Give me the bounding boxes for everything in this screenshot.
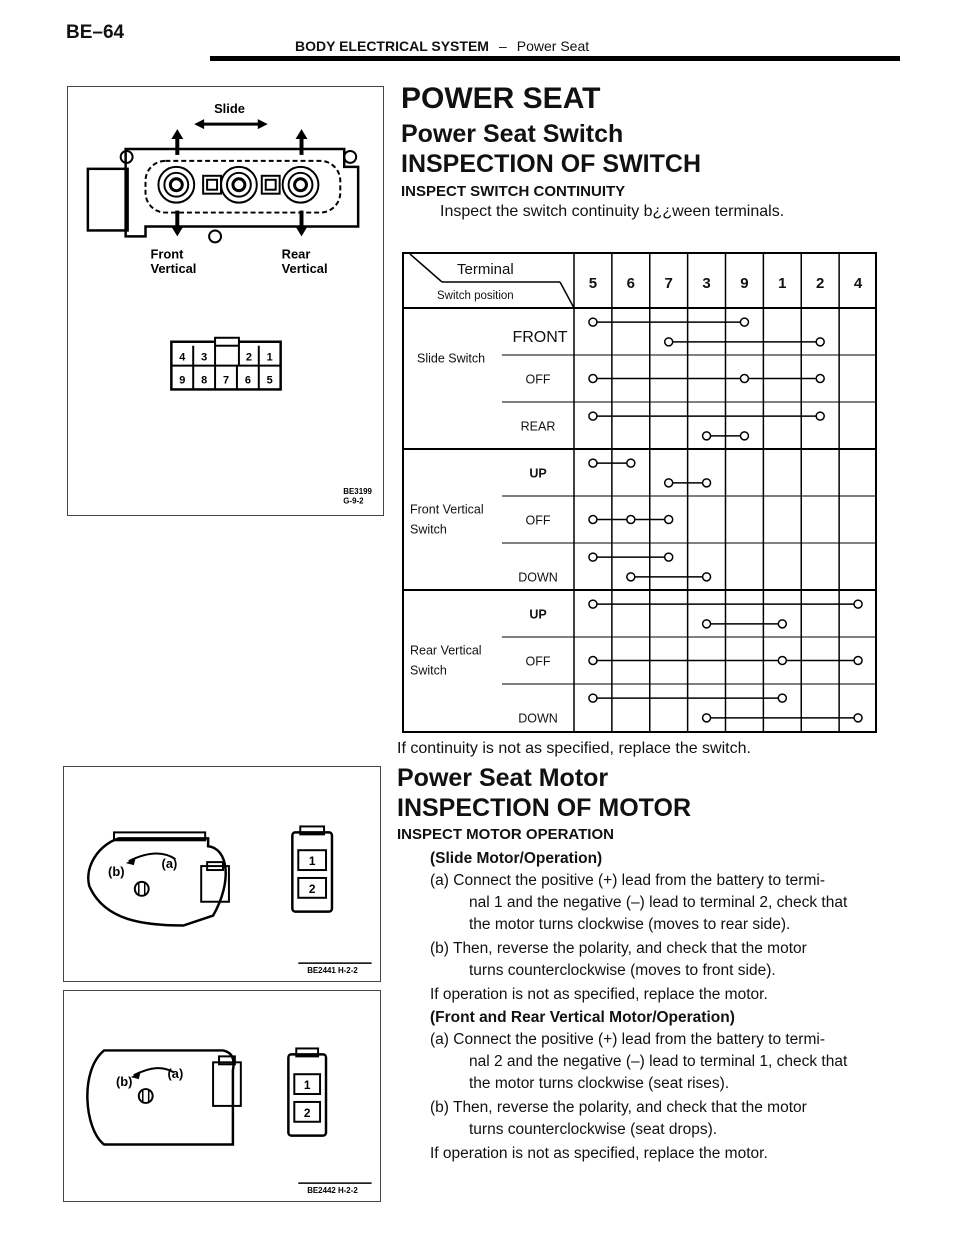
arrow-a-label: (a): [167, 1066, 184, 1082]
inspection-heading-motor: INSPECTION OF MOTOR: [397, 794, 691, 822]
terminal-2-label: 2: [308, 881, 316, 896]
continuity-node-7: [665, 516, 673, 524]
switch-figure: [67, 86, 384, 516]
position-label-rear: REAR: [520, 419, 556, 434]
continuity-node-7: [665, 479, 673, 487]
terminal-1-label: 1: [308, 854, 316, 869]
slide-step-a-line3: the motor turns clockwise (moves to rear side).: [469, 916, 791, 933]
step-heading-motor: INSPECT MOTOR OPERATION: [397, 826, 614, 843]
vertical-step-a-line3: the motor turns clockwise (seat rises).: [469, 1075, 730, 1092]
figure-code-1: BE3199: [343, 486, 372, 496]
slide-arrow-right: [258, 119, 268, 129]
slide-motor-figure: [63, 766, 381, 982]
position-label-off: OFF: [525, 372, 551, 387]
continuity-table: [402, 252, 877, 733]
position-label-down: DOWN: [518, 570, 558, 585]
terminal-1-label: 1: [303, 1078, 311, 1093]
vertical-motor-illustration: [64, 991, 380, 1201]
slide-step-a-line2: nal 1 and the negative (–) lead to terminal 2, check that: [469, 894, 848, 911]
connector-diagram: [171, 338, 280, 390]
pin-2: 2: [245, 351, 252, 364]
continuity-node-3: [703, 432, 711, 440]
header-separator: –: [498, 38, 507, 54]
page-title: POWER SEAT: [401, 82, 601, 115]
section-title-motor: Power Seat Motor: [397, 764, 609, 792]
slide-replace-note: If operation is not as specified, replace the motor.: [430, 986, 768, 1003]
figure-code: BE2442 H-2-2: [307, 1186, 358, 1196]
rear-label-2: Vertical: [281, 261, 328, 277]
continuity-node-5: [589, 657, 597, 665]
group-label-line1: Front Vertical: [410, 502, 484, 517]
continuity-node-5: [589, 459, 597, 467]
slide-arrow-left: [194, 119, 204, 129]
continuity-node-5: [589, 318, 597, 326]
vertical-replace-note: If operation is not as specified, replace the motor.: [430, 1145, 768, 1162]
pin-5: 5: [266, 374, 273, 387]
terminal-header-4: 4: [853, 275, 863, 292]
position-label-off: OFF: [525, 513, 551, 528]
terminal-header-9: 9: [740, 275, 749, 292]
inspection-heading-switch: INSPECTION OF SWITCH: [401, 150, 701, 178]
continuity-node-2: [816, 412, 824, 420]
terminal-2-label: 2: [303, 1105, 311, 1120]
continuity-node-3: [703, 714, 711, 722]
group-label-line2: Switch: [410, 522, 447, 537]
header-section: BODY ELECTRICAL SYSTEM: [295, 38, 489, 54]
front-label-2: Vertical: [150, 261, 197, 277]
pin-3: 3: [201, 351, 208, 364]
position-label-off: OFF: [525, 654, 551, 669]
switch-position-label: Switch position: [437, 290, 514, 302]
slide-step-a-line1: (a) Connect the positive (+) lead from the battery to termi-: [430, 872, 825, 889]
pin-4: 4: [179, 351, 186, 364]
slide-step-b-line2: turns counterclockwise (moves to front side).: [469, 962, 776, 979]
continuity-node-5: [589, 516, 597, 524]
group-label: Slide Switch: [417, 351, 486, 366]
continuity-node-5: [589, 694, 597, 702]
header-topic: Power Seat: [516, 38, 590, 54]
continuity-node-2: [816, 338, 824, 346]
vertical-motor-figure: [63, 990, 381, 1202]
header-rule: [210, 56, 900, 61]
vertical-step-a-line2: nal 2 and the negative (–) lead to terminal 1, check that: [469, 1053, 848, 1070]
slide-motor-illustration: [64, 767, 380, 981]
continuity-node-5: [589, 600, 597, 608]
continuity-node-4: [854, 714, 862, 722]
position-label-down: DOWN: [518, 711, 558, 726]
figure-code: BE2441 H-2-2: [307, 966, 358, 976]
slide-heading: (Slide Motor/Operation): [430, 850, 603, 867]
continuity-node-6: [627, 573, 635, 581]
front-label-1: Front: [150, 246, 184, 262]
pin-7: 7: [222, 374, 230, 387]
continuity-node-5: [589, 412, 597, 420]
header-title: [295, 38, 589, 54]
continuity-node-4: [854, 657, 862, 665]
vertical-step-a-line1: (a) Connect the positive (+) lead from the battery to termi-: [430, 1031, 825, 1048]
arrow-a-label: (a): [161, 856, 178, 872]
continuity-node-9: [740, 432, 748, 440]
switch-illustration: [68, 87, 383, 515]
continuity-node-3: [703, 573, 711, 581]
position-label-up: UP: [529, 466, 547, 481]
terminal-header-7: 7: [664, 275, 673, 292]
arrow-b-label: (b): [116, 1074, 133, 1090]
vertical-step-b-line1: (b) Then, reverse the polarity, and check that the motor: [430, 1099, 807, 1116]
continuity-node-1: [778, 620, 786, 628]
continuity-node-6: [627, 459, 635, 467]
vertical-step-b-line2: turns counterclockwise (seat drops).: [469, 1121, 718, 1138]
terminal-header-5: 5: [588, 275, 598, 292]
group-label-line1: Rear Vertical: [410, 643, 482, 658]
terminal-header-1: 1: [778, 275, 787, 292]
terminal-header-3: 3: [702, 275, 711, 292]
step-heading-switch: INSPECT SWITCH CONTINUITY: [401, 183, 626, 200]
rear-label-1: Rear: [281, 246, 311, 262]
continuity-node-5: [589, 375, 597, 383]
continuity-node-1: [778, 657, 786, 665]
terminal-label: Terminal: [457, 261, 514, 278]
continuity-node-3: [703, 620, 711, 628]
position-label-up: UP: [529, 607, 547, 622]
continuity-node-1: [778, 694, 786, 702]
continuity-node-3: [703, 479, 711, 487]
arrow-b-label: (b): [108, 863, 125, 879]
group-label-line2: Switch: [410, 663, 447, 678]
continuity-node-5: [589, 553, 597, 561]
continuity-node-4: [854, 600, 862, 608]
continuity-node-9: [740, 375, 748, 383]
pin-8: 8: [201, 374, 208, 387]
terminal-header-2: 2: [816, 275, 825, 292]
section-title-switch: Power Seat Switch: [401, 120, 624, 148]
continuity-node-7: [665, 553, 673, 561]
slide-step-b-line1: (b) Then, reverse the polarity, and check that the motor: [430, 940, 807, 957]
inspect-instruction: Inspect the switch continuity b¿¿ween terminals.: [440, 203, 785, 220]
continuity-node-7: [665, 338, 673, 346]
replace-switch-note: If continuity is not as specified, replace the switch.: [397, 740, 751, 757]
continuity-table-svg: [402, 252, 877, 733]
continuity-node-2: [816, 375, 824, 383]
figure-code-2: G-9-2: [343, 496, 364, 506]
continuity-node-9: [740, 318, 748, 326]
vertical-heading: (Front and Rear Vertical Motor/Operation): [430, 1009, 735, 1026]
terminal-header-6: 6: [626, 275, 635, 292]
position-label-front: FRONT: [512, 329, 568, 346]
continuity-node-6: [627, 516, 635, 524]
page-number: BE–64: [66, 22, 125, 43]
slide-label: Slide: [214, 101, 245, 117]
pin-1: 1: [266, 351, 273, 364]
pin-9: 9: [179, 374, 186, 387]
pin-6: 6: [244, 374, 251, 387]
